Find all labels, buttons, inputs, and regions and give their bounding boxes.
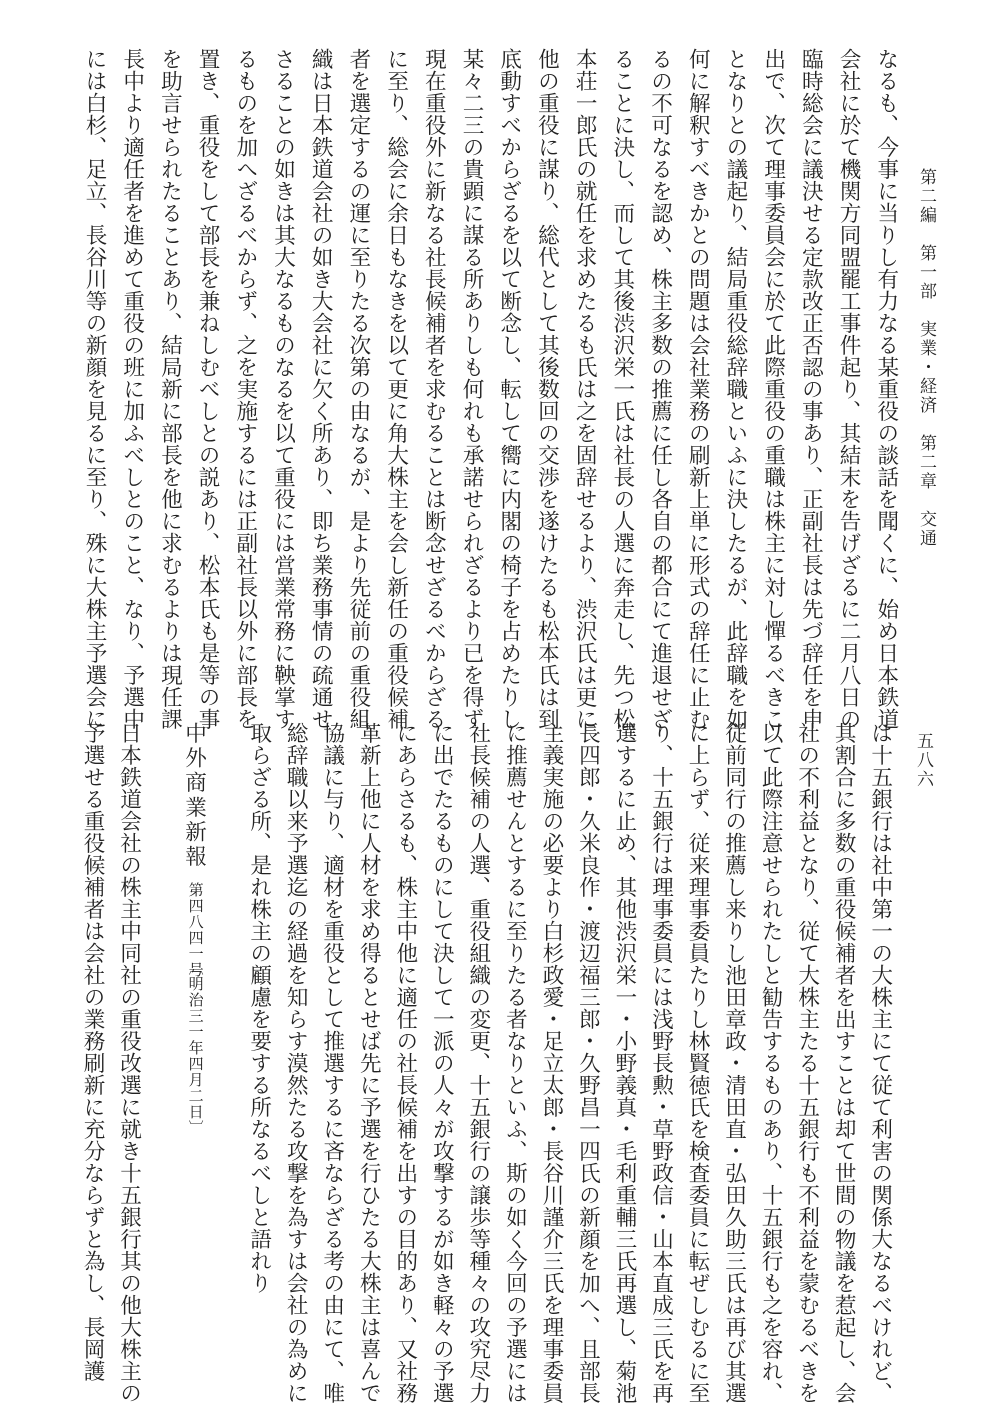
text-line: に至り、総会に余日もなきを以て更に角大株主を会し新任の重役候補 bbox=[383, 48, 409, 730]
text-line: り、十五銀行は理事委員には浅野長勲・草野政信・山本直成三氏を再 bbox=[648, 722, 674, 1404]
upper-text-block bbox=[80, 48, 900, 730]
text-line: には白杉、足立、長谷川等の新顔を見るに至り、殊に大株主予選会に bbox=[82, 48, 107, 730]
page-number: 五八六 bbox=[913, 732, 933, 789]
text-line: 置き、重役をして部長を兼ねしむべしとの説あり、松本氏も是等の事 bbox=[195, 48, 221, 730]
text-line: るの不可なるを認め、株主多数の推薦に任し各自の都合にて進退せざ bbox=[647, 48, 673, 730]
text-line: なるも、今事に当りし有力なる某重役の談話を聞くに、始め日本鉄道 bbox=[873, 48, 899, 730]
article-line: 予選せる重役候補者は会社の業務刷新に充分ならずと為し、長岡護 bbox=[80, 722, 105, 1382]
text-line: 者を選定するの運に至りたる次第の由なるが、是より先従前の重役組 bbox=[345, 48, 371, 730]
text-line: 社の不利益となり、従て大株主たる十五銀行も不利益を蒙むるべきを bbox=[794, 722, 820, 1404]
text-line: さることの如きは其大なるものなるを以て重役には営業常務に鞅掌す bbox=[270, 48, 296, 730]
text-line: 社長候補の人選、重役組織の変更、十五銀行の譲歩等種々の攻究尽力 bbox=[465, 722, 491, 1404]
lower-text-block bbox=[78, 722, 894, 1404]
text-line: に上らず、従来理事委員たりし林賢徳氏を検査委員に転ぜしむるに至 bbox=[685, 722, 711, 1404]
text-line: 出で、次て理事委員会に於て此際重役の重職は株主に対し憚るべきこ bbox=[760, 48, 786, 730]
text-line: 総辞職以来予選迄の経過を知らす漠然たる攻撃を為すは会社の為めに bbox=[283, 722, 309, 1404]
text-line: 本荘一郎氏の就任を求めたるも氏は之を固辞せるより、渋沢氏は更に bbox=[572, 48, 598, 730]
text-line: 取らざる所、是れ株主の顧慮を要する所なるべしと語れり bbox=[246, 722, 272, 1294]
text-line: 選するに止め、其他渋沢栄一・小野義真・毛利重輔三氏再選し、菊池 bbox=[611, 722, 637, 1404]
issue-date: 〔明治三一年四月二日〕 bbox=[186, 960, 205, 1136]
running-head: 第二編 第一部 実業・経済 第二章 交通 bbox=[916, 168, 936, 548]
text-line: 現在重役外に新なる社長候補者を求むることは断念せざるべからざる bbox=[421, 48, 447, 730]
text-line: に推薦せんとするに至りたる者なりといふ、斯の如く今回の予選には bbox=[502, 722, 528, 1404]
text-line: 以て此際注意せられたしと勧告するものあり、十五銀行も之を容れ、 bbox=[758, 722, 784, 1404]
text-line: 臨時総会に議決せる定款改正否認の事あり、正副社長は先づ辞任を申 bbox=[798, 48, 824, 730]
section-gap bbox=[216, 722, 236, 1348]
text-line: を助言せられたることあり、結局新に部長を他に求むるよりは現任課 bbox=[157, 48, 183, 730]
text-line: 協議に与り、適材を重役として推選するに吝ならざる考の由にて、唯 bbox=[319, 722, 345, 1404]
text-line: ることに決し、而して其後渋沢栄一氏は社長の人選に奔走し、先つ松 bbox=[609, 48, 635, 730]
text-line: にあらさるも、株主中他に適任の社長候補を出すの目的あり、又社務 bbox=[392, 722, 418, 1404]
text-line: 会社に於て機関方同盟罷工事件起り、其結末を告げざるに二月八日の bbox=[836, 48, 862, 730]
article-line: 日本鉄道会社の株主中同社の重役改選に就き十五銀行其の他大株主の bbox=[116, 722, 142, 1404]
text-line: 主義実施の必要より白杉政愛・足立太郎・長谷川謹介三氏を理事委員 bbox=[538, 722, 564, 1404]
text-line: 長四郎・久米良作・渡辺福三郎・久野昌一四氏の新顔を加へ、且部長 bbox=[575, 722, 601, 1404]
text-line: は十五銀行は社中第一の大株主にて従て利害の関係大なるべけれど、 bbox=[867, 722, 893, 1404]
text-line: 革新上他に人材を求め得るとせば先に予選を行ひたる大株主は喜んで bbox=[356, 722, 382, 1404]
text-line: 長中より適任者を進めて重役の班に加ふべしとのこと、なり、予選中 bbox=[119, 48, 145, 730]
text-line: となりとの議起り、結局重役総辞職といふに決したるが、此辞職を如 bbox=[722, 48, 748, 730]
text-line: に出でたるものにして決して一派の人々が攻撃するが如き軽々の予選 bbox=[429, 722, 455, 1404]
text-line: 他の重役に謀り、総代として其後数回の交渉を遂けたるも松本氏は到 bbox=[534, 48, 560, 730]
text-line: 従前同行の推薦し来りし池田章政・清田直・弘田久助三氏は再び其選 bbox=[721, 722, 747, 1404]
newspaper-name: 中外商業新報 bbox=[181, 722, 207, 870]
text-line: 何に解釈すべきかとの問題は会社業務の刷新上単に形式の辞任に止む bbox=[685, 48, 711, 730]
text-line: 某々二三の貴顕に謀る所ありしも何れも承諾せられざるより已を得ず bbox=[459, 48, 485, 730]
issue-number: 第四八四一号 bbox=[186, 882, 205, 978]
newspaper-heading bbox=[180, 722, 208, 1348]
text-line: るものを加へざるべからず、之を実施するには正副社長以外に部長を bbox=[232, 48, 258, 730]
section-gap bbox=[151, 722, 171, 1348]
text-line: 底動すべからざるを以て断念し、転して嚮に内閣の椅子を占めたりし bbox=[496, 48, 522, 730]
text-line: 其割合に多数の重役候補者を出すことは却て世間の物議を惹起し、会 bbox=[831, 722, 857, 1404]
text-line: 織は日本鉄道会社の如き大会社に欠く所あり、即ち業務事情の疏通せ bbox=[308, 48, 334, 730]
